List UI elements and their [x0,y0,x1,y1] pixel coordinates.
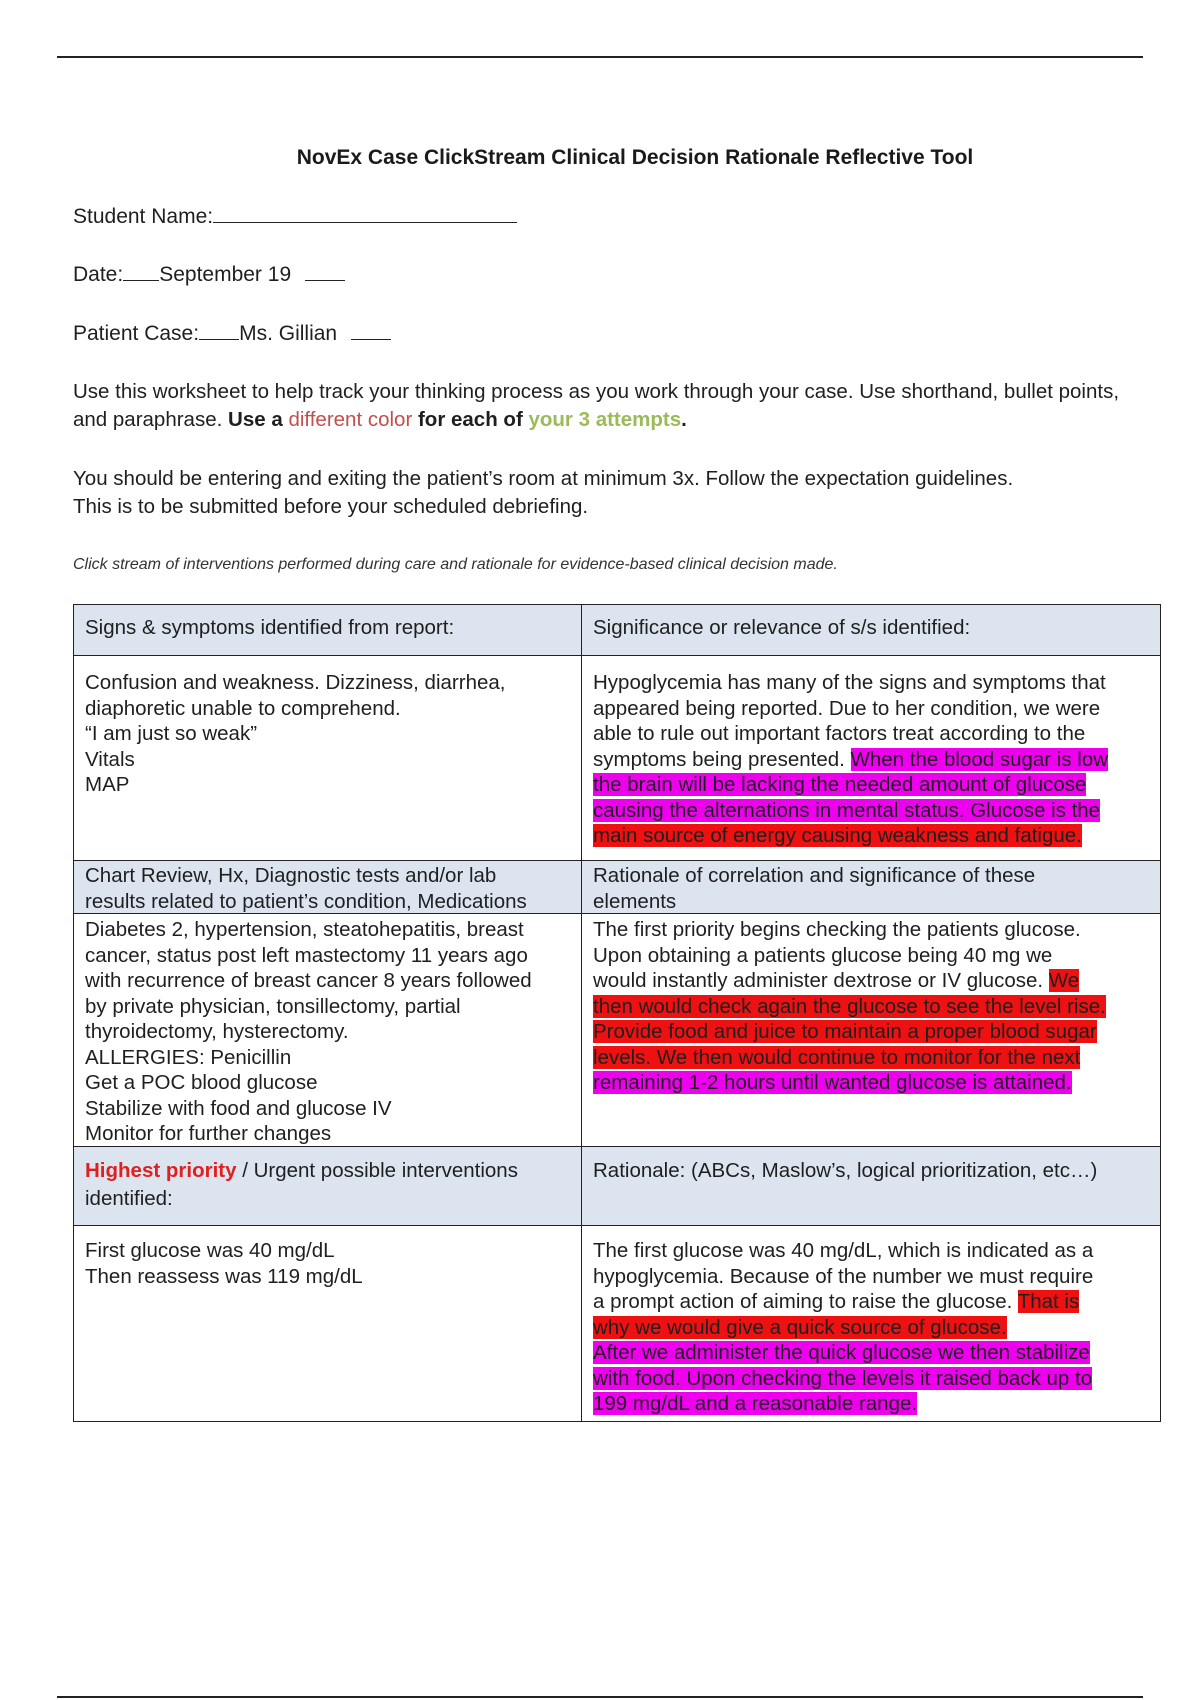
expectation-paragraph: You should be entering and exiting the patient’s room at minimum 3x. Follow the expectation guidelines. This is to be submitted before your scheduled debriefing. [73,467,1014,518]
instructions-paragraph: Use this worksheet to help track your thinking process as you work through your case. Use shorthand, bullet points, and paraphrase. Use a different color for each of your 3 attempts. [73,380,1120,431]
patient-case-label: Patient Case: [73,322,200,345]
bottom-rule [57,1696,1143,1698]
chart-review-cell: Diabetes 2, hypertension, steatohepatitis, breast cancer, status post left mastectomy 11 years ago with recurrence of breast cancer 8 years followed by private physician, tonsillectomy, partial thyroidectomy, hysterectomy. ALLERGIES: Penicillin Get a POC blood glucose Stabilize with food and glucose IV Monitor for further changes [73,913,582,1147]
document-title: NovEx Case ClickStream Clinical Decision Rationale Reflective Tool [296,146,974,169]
significance-cell: Hypoglycemia has many of the signs and symptoms that appeared being reported. Due to her condition, we were able to rule out important factors treat according to the symptoms being presented. When the blood sugar is low the brain will be lacking the needed amount of glucose causing the alternations in mental status. Glucose is the main source of energy causing weakness and fatigue. [581,655,1161,861]
significance-header: Significance or relevance of s/s identified: [581,604,1161,656]
different-color-text: different color [288,408,413,431]
date-value: September 19 [159,263,292,286]
highest-priority-header: Highest priority / Urgent possible interventions identified: [73,1146,582,1226]
rationale-cell: The first glucose was 40 mg/dL, which is indicated as a hypoglycemia. Because of the number we must require a prompt action of aiming to raise the glucose. That is why we would give a quick source of glucose. After we administer the quick glucose we then stabilize with food. Upon checking the levels it raised back up to 199 mg/dL and a reasonable range. [581,1225,1161,1422]
highest-priority-label: Highest priority [85,1159,237,1182]
highlight-magenta: When the blood sugar is low [850,747,1109,771]
signs-symptoms-header: Signs & symptoms identified from report: [73,604,582,656]
date-label: Date: [73,263,124,286]
rationale-correlation-cell: The first priority begins checking the patients glucose. Upon obtaining a patients glucose being 40 mg we would instantly administer dextrose or IV glucose. We then would check again the glucose to see the level rise. Provide food and juice to maintain a proper blood sugar levels. We then would continue to monitor for the next remaining 1-2 hours until wanted glucose is attained. [581,913,1161,1147]
student-name-label: Student Name: [73,205,214,228]
chart-review-header: Chart Review, Hx, Diagnostic tests and/or lab results related to patient’s condition, Medications [73,860,582,914]
signs-symptoms-cell: Confusion and weakness. Dizziness, diarrhea, diaphoretic unable to comprehend. “I am just so weak” Vitals MAP [73,655,582,861]
top-rule [57,56,1143,58]
attempts-text: your 3 attempts [528,408,682,431]
patient-case-value: Ms. Gillian [239,322,338,345]
highlight-red: main source of energy causing weakness and fatigue. [593,824,1082,847]
clickstream-table [73,604,1161,1422]
student-name-blank [213,206,517,223]
rationale-correlation-header: Rationale of correlation and significance of these elements [581,860,1161,914]
patient-case-field [73,322,391,346]
date-field [73,263,345,287]
interventions-cell: First glucose was 40 mg/dL Then reassess was 119 mg/dL [73,1225,582,1422]
student-name-field [73,205,517,229]
rationale-header: Rationale: (ABCs, Maslow’s, logical prioritization, etc…) [581,1146,1161,1226]
clickstream-note: Click stream of interventions performed during care and rationale for evidence-based clinical decision made. [73,556,838,573]
